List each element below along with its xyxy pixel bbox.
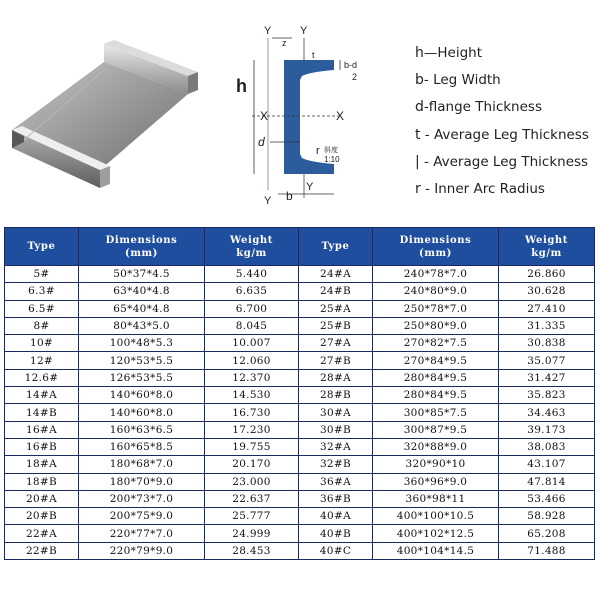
table-row (5, 490, 595, 507)
cell-type: 12.6# (5, 369, 79, 386)
cell-type: 27#A (299, 335, 373, 352)
table-row (5, 266, 595, 283)
cell-weight: 47.814 (499, 473, 595, 490)
table-row (5, 300, 595, 317)
cell-weight: 35.077 (499, 352, 595, 369)
bd-denominator: 2 (352, 72, 358, 82)
table-row (5, 352, 595, 369)
cell-type: 28#A (299, 369, 373, 386)
cell-dimensions: 220*77*7.0 (79, 525, 205, 542)
cell-dimensions: 400*104*14.5 (373, 542, 499, 559)
y1-bottom-label: Y (264, 195, 272, 207)
cell-weight: 24.999 (205, 525, 299, 542)
table-row (5, 283, 595, 300)
cell-type: 14#A (5, 387, 79, 404)
cell-weight: 5.440 (205, 266, 299, 283)
cell-type: 27#B (299, 352, 373, 369)
cell-dimensions: 220*79*9.0 (79, 542, 205, 559)
header-dimensions-unit: (mm) (418, 247, 453, 259)
cell-type: 10# (5, 335, 79, 352)
cell-weight: 35.823 (499, 387, 595, 404)
cell-type: 16#B (5, 438, 79, 455)
cell-type: 32#A (299, 438, 373, 455)
cell-type: 8# (5, 317, 79, 334)
cell-weight: 28.453 (205, 542, 299, 559)
cell-type: 5# (5, 266, 79, 283)
header-dimensions (79, 228, 205, 266)
header-weight-title: Weight (524, 234, 569, 246)
cell-weight: 31.427 (499, 369, 595, 386)
cell-weight: 8.045 (205, 317, 299, 334)
cell-type: 30#B (299, 421, 373, 438)
cell-type: 40#B (299, 525, 373, 542)
legend-symbol: h (415, 45, 424, 61)
cell-weight: 23.000 (205, 473, 299, 490)
cell-weight: 38.083 (499, 438, 595, 455)
cell-dimensions: 200*73*7.0 (79, 490, 205, 507)
y-bottom-label: Y (306, 181, 314, 193)
cell-weight: 12.370 (205, 369, 299, 386)
legend-separator: - (419, 153, 434, 170)
cell-dimensions: 63*40*4.8 (79, 283, 205, 300)
table-row (5, 317, 595, 334)
slope-label: 1:10 (324, 155, 340, 164)
cell-type: 32#B (299, 456, 373, 473)
header-weight-unit: kg/m (236, 247, 267, 259)
cell-type: 40#A (299, 508, 373, 525)
cell-dimensions: 240*78*7.0 (373, 266, 499, 283)
header-dimensions (373, 228, 499, 266)
cell-dimensions: 180*68*7.0 (79, 456, 205, 473)
cell-type: 40#C (299, 542, 373, 559)
cell-dimensions: 400*102*12.5 (373, 525, 499, 542)
cell-weight: 16.730 (205, 404, 299, 421)
channel-section-diagram (232, 22, 382, 212)
cell-type: 18#B (5, 473, 79, 490)
cell-type: 24#A (299, 266, 373, 283)
bd-numerator: b-d (344, 60, 358, 70)
d-label: d (258, 135, 265, 149)
z0-label: z (282, 38, 287, 48)
legend-item-average-leg-thickness-bar (415, 149, 600, 176)
table-body (5, 266, 595, 560)
header-weight (205, 228, 299, 266)
table-row (5, 404, 595, 421)
header-type: Type (5, 228, 79, 266)
legend-separator: - (423, 99, 429, 116)
cell-weight: 30.628 (499, 283, 595, 300)
cell-dimensions: 140*60*8.0 (79, 387, 205, 404)
cell-weight: 34.463 (499, 404, 595, 421)
cell-type: 24#B (299, 283, 373, 300)
cell-dimensions: 250*78*7.0 (373, 300, 499, 317)
cell-weight: 6.700 (205, 300, 299, 317)
cell-dimensions: 80*43*5.0 (79, 317, 205, 334)
cell-type: 36#B (299, 490, 373, 507)
cell-dimensions: 160*65*8.5 (79, 438, 205, 455)
cell-type: 25#B (299, 317, 373, 334)
table-row (5, 369, 595, 386)
y1-top-label: Y (264, 25, 272, 37)
cell-type: 22#A (5, 525, 79, 542)
table-row (5, 421, 595, 438)
legend-symbol: d (415, 99, 424, 116)
legend-symbol: b (415, 72, 424, 89)
cell-weight: 53.466 (499, 490, 595, 507)
legend-separator: — (423, 45, 438, 61)
t-label: t (312, 50, 315, 60)
legend-text: Inner Arc Radius (434, 180, 545, 197)
legend-item-leg-width (415, 67, 600, 94)
cell-dimensions: 65*40*4.8 (79, 300, 205, 317)
cell-type: 36#A (299, 473, 373, 490)
cell-dimensions: 320*88*9.0 (373, 438, 499, 455)
cell-weight: 19.755 (205, 438, 299, 455)
header-dimensions-title: Dimensions (399, 234, 472, 246)
symbol-legend (415, 40, 600, 203)
table-row (5, 508, 595, 525)
header-dimensions-unit: (mm) (124, 247, 159, 259)
cell-dimensions: 100*48*5.3 (79, 335, 205, 352)
legend-item-height (415, 40, 600, 67)
x-right-label: X (336, 109, 345, 123)
h-label: h (236, 76, 247, 96)
cell-weight: 26.860 (499, 266, 595, 283)
cell-weight: 17.230 (205, 421, 299, 438)
legend-text: Height (437, 45, 483, 61)
cell-dimensions: 200*75*9.0 (79, 508, 205, 525)
cell-weight: 30.838 (499, 335, 595, 352)
cell-weight: 25.777 (205, 508, 299, 525)
legend-text: Average Leg Thickness (433, 153, 589, 170)
r-label: r (316, 145, 320, 157)
cell-weight: 27.410 (499, 300, 595, 317)
legend-text: Average Leg Thickness (433, 126, 589, 143)
table-row (5, 525, 595, 542)
cell-dimensions: 270*82*7.5 (373, 335, 499, 352)
cell-weight: 12.060 (205, 352, 299, 369)
cell-dimensions: 180*70*9.0 (79, 473, 205, 490)
b-label: b (286, 189, 293, 203)
cell-type: 12# (5, 352, 79, 369)
legend-item-average-leg-thickness-t (415, 122, 600, 149)
legend-symbol: r (415, 180, 421, 197)
cell-type: 25#A (299, 300, 373, 317)
cell-type: 30#A (299, 404, 373, 421)
legend-symbol: t (415, 126, 421, 143)
cell-dimensions: 120*53*5.5 (79, 352, 205, 369)
cell-type: 6.5# (5, 300, 79, 317)
cell-weight: 22.637 (205, 490, 299, 507)
header-weight (499, 228, 595, 266)
cell-weight: 10.007 (205, 335, 299, 352)
cell-dimensions: 280*84*9.5 (373, 387, 499, 404)
cell-dimensions: 50*37*4.5 (79, 266, 205, 283)
illustration-area (0, 0, 600, 222)
cell-weight: 6.635 (205, 283, 299, 300)
cell-weight: 39.173 (499, 421, 595, 438)
cell-weight: 58.928 (499, 508, 595, 525)
cell-type: 28#B (299, 387, 373, 404)
legend-separator: - (420, 126, 434, 143)
cell-weight: 43.107 (499, 456, 595, 473)
cell-dimensions: 240*80*9.0 (373, 283, 499, 300)
cell-weight: 71.488 (499, 542, 595, 559)
header-weight-title: Weight (229, 234, 274, 246)
legend-separator: - (423, 72, 434, 89)
legend-text: Leg Width (433, 72, 501, 89)
cell-dimensions: 160*63*6.5 (79, 421, 205, 438)
legend-separator: - (420, 180, 435, 197)
steel-channel-photo (4, 30, 200, 195)
table-row (5, 542, 595, 559)
x-left-label: X (260, 109, 269, 123)
cell-type: 18#A (5, 456, 79, 473)
table-row (5, 438, 595, 455)
table-row (5, 456, 595, 473)
header-weight-unit: kg/m (531, 247, 562, 259)
table-row (5, 387, 595, 404)
cell-type: 14#B (5, 404, 79, 421)
cell-type: 6.3# (5, 283, 79, 300)
cell-weight: 31.335 (499, 317, 595, 334)
table-row (5, 473, 595, 490)
legend-symbol: | (415, 153, 420, 170)
legend-item-flange-thickness (415, 94, 600, 121)
table-header-row (5, 228, 595, 266)
cell-dimensions: 360*98*11 (373, 490, 499, 507)
legend-text: flange Thickness (428, 99, 542, 116)
cell-weight: 14.530 (205, 387, 299, 404)
cell-dimensions: 320*90*10 (373, 456, 499, 473)
cell-dimensions: 280*84*9.5 (373, 369, 499, 386)
y-top-label: Y (300, 25, 308, 37)
header-type: Type (299, 228, 373, 266)
cell-dimensions: 300*85*7.5 (373, 404, 499, 421)
slope-cn-label: 斜度 (324, 146, 338, 154)
cell-dimensions: 360*96*9.0 (373, 473, 499, 490)
cell-type: 22#B (5, 542, 79, 559)
cell-dimensions: 140*60*8.0 (79, 404, 205, 421)
cell-dimensions: 126*53*5.5 (79, 369, 205, 386)
legend-item-inner-arc-radius (415, 176, 600, 203)
cell-dimensions: 300*87*9.5 (373, 421, 499, 438)
cell-dimensions: 400*100*10.5 (373, 508, 499, 525)
cell-type: 20#A (5, 490, 79, 507)
cell-weight: 65.208 (499, 525, 595, 542)
header-dimensions-title: Dimensions (105, 234, 178, 246)
table-row (5, 335, 595, 352)
cell-type: 20#B (5, 508, 79, 525)
channel-spec-table (4, 227, 595, 560)
cell-type: 16#A (5, 421, 79, 438)
cell-weight: 20.170 (205, 456, 299, 473)
cell-dimensions: 250*80*9.0 (373, 317, 499, 334)
cell-dimensions: 270*84*9.5 (373, 352, 499, 369)
